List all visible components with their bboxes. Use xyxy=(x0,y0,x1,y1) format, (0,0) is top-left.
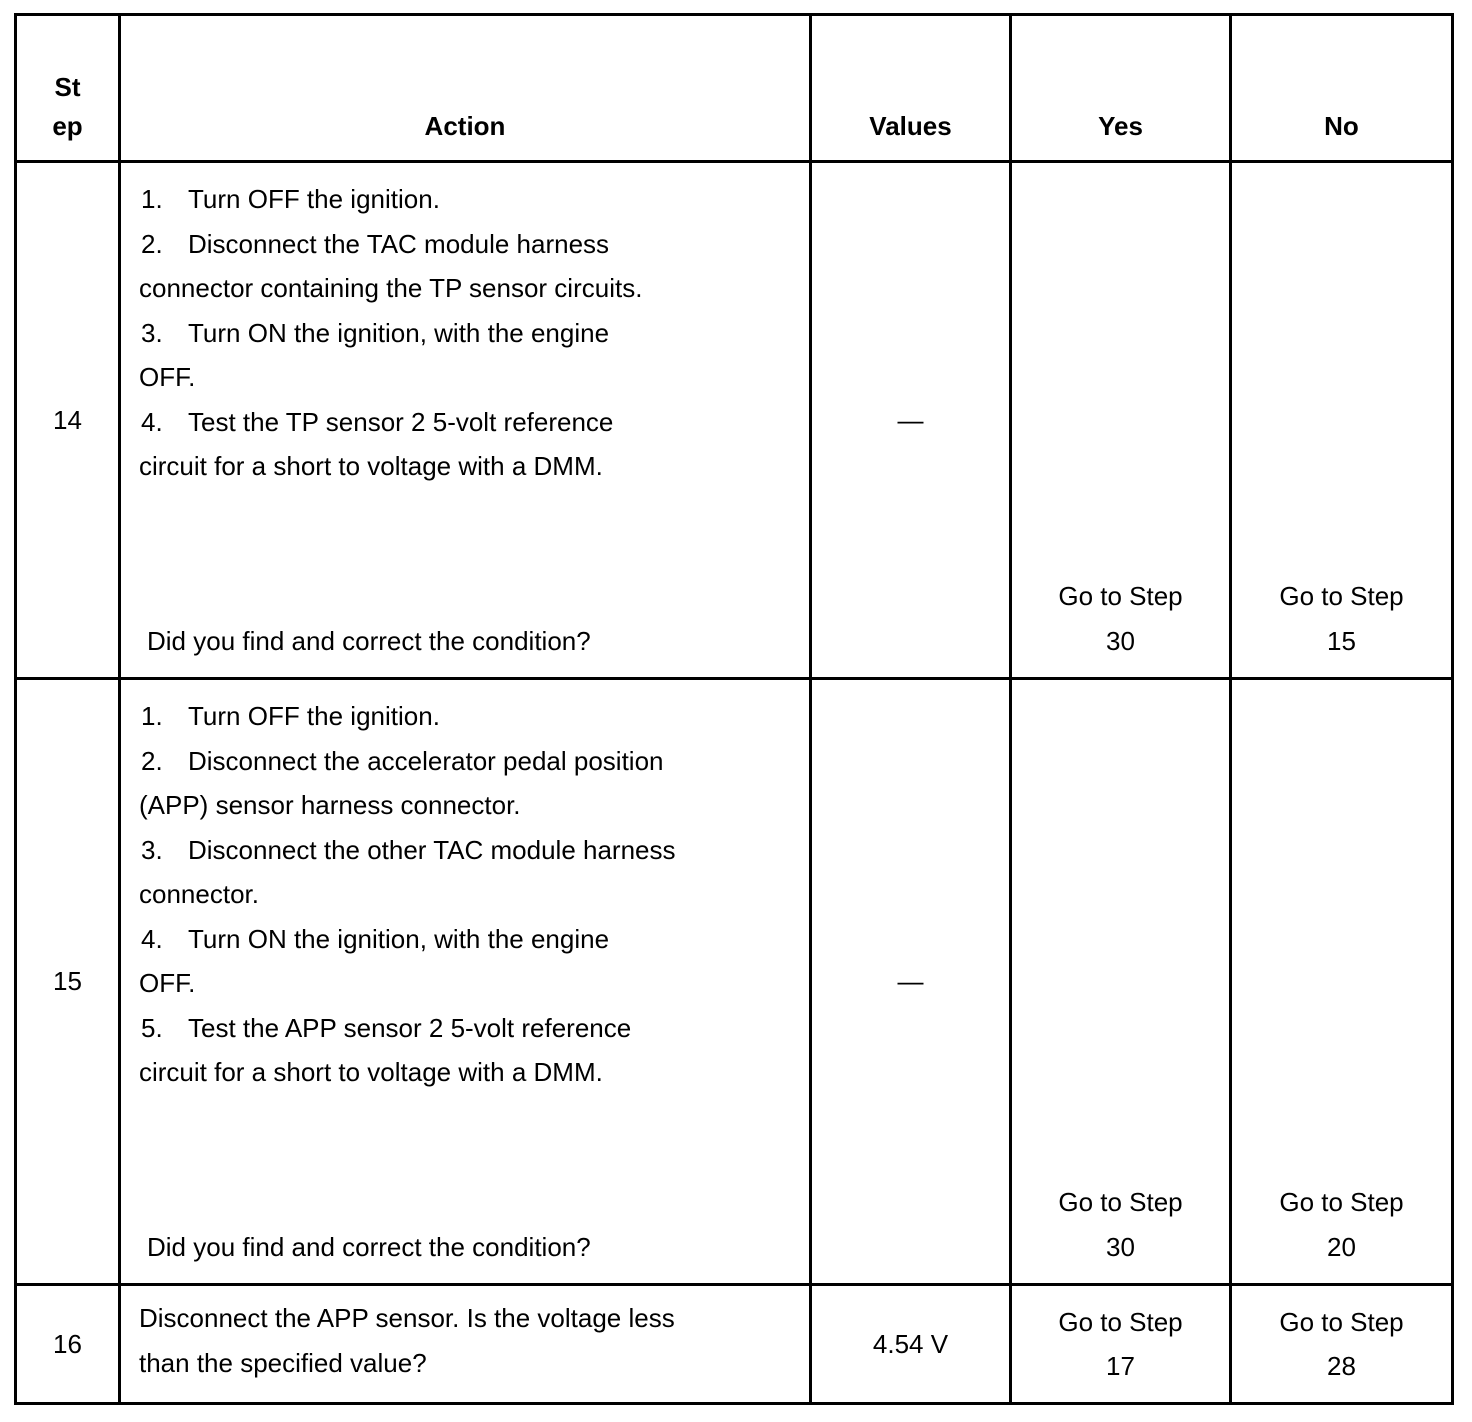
diagnostic-table xyxy=(14,13,1454,1405)
yes-cell: Go to Step 30 xyxy=(1011,162,1231,679)
no-cell: Go to Step 28 xyxy=(1231,1285,1453,1404)
header-action: Action xyxy=(120,15,811,162)
action-cell xyxy=(120,679,811,1285)
table-row-step-15 xyxy=(16,679,1453,1285)
yes-cell: Go to Step 17 xyxy=(1011,1285,1231,1404)
action-question: Did you find and correct the condition? xyxy=(147,625,591,656)
action-line: 4. Test the TP sensor 2 5-volt reference xyxy=(141,406,614,437)
value-cell: — xyxy=(811,162,1011,679)
action-cell xyxy=(120,1285,811,1404)
no-cell: Go to Step 15 xyxy=(1231,162,1453,679)
yes-cell: Go to Step 30 xyxy=(1011,679,1231,1285)
action-line: 1. Turn OFF the ignition. xyxy=(141,184,440,214)
table-row-step-16 xyxy=(16,1285,1453,1404)
action-cell xyxy=(120,162,811,679)
action-line: 2. Disconnect the TAC module harness xyxy=(141,228,610,259)
header-no: No xyxy=(1231,15,1453,162)
action-line: OFF. xyxy=(139,362,196,392)
action-line: (APP) sensor harness connector. xyxy=(139,790,521,820)
value-cell: — xyxy=(811,679,1011,1285)
table-row-step-14 xyxy=(16,162,1453,679)
step-number: 16 xyxy=(16,1285,120,1404)
action-line: circuit for a short to voltage with a DMM. xyxy=(139,451,603,481)
action-line: circuit for a short to voltage with a DMM. xyxy=(139,1057,603,1087)
header-step: St ep xyxy=(16,15,120,162)
action-line: OFF. xyxy=(139,968,196,998)
no-cell: Go to Step 20 xyxy=(1231,679,1453,1285)
action-line: than the specified value? xyxy=(139,1347,427,1378)
value-cell: 4.54 V xyxy=(811,1285,1011,1404)
header-values: Values xyxy=(811,15,1011,162)
header-yes: Yes xyxy=(1011,15,1231,162)
header-row xyxy=(16,15,1453,162)
action-line: 5. Test the APP sensor 2 5-volt reference xyxy=(141,1012,632,1043)
action-line: 1. Turn OFF the ignition. xyxy=(141,701,440,731)
action-line: 4. Turn ON the ignition, with the engine xyxy=(141,923,610,954)
action-line: 2. Disconnect the accelerator pedal position xyxy=(141,745,664,776)
step-number: 15 xyxy=(16,679,120,1285)
action-line: Disconnect the APP sensor. Is the voltage less xyxy=(139,1303,675,1333)
action-line: 3. Turn ON the ignition, with the engine xyxy=(141,317,610,348)
action-question: Did you find and correct the condition? xyxy=(147,1231,591,1262)
action-line: connector containing the TP sensor circuits. xyxy=(139,273,643,303)
action-line: connector. xyxy=(139,879,259,909)
step-number: 14 xyxy=(16,162,120,679)
action-line: 3. Disconnect the other TAC module harness xyxy=(141,834,676,865)
